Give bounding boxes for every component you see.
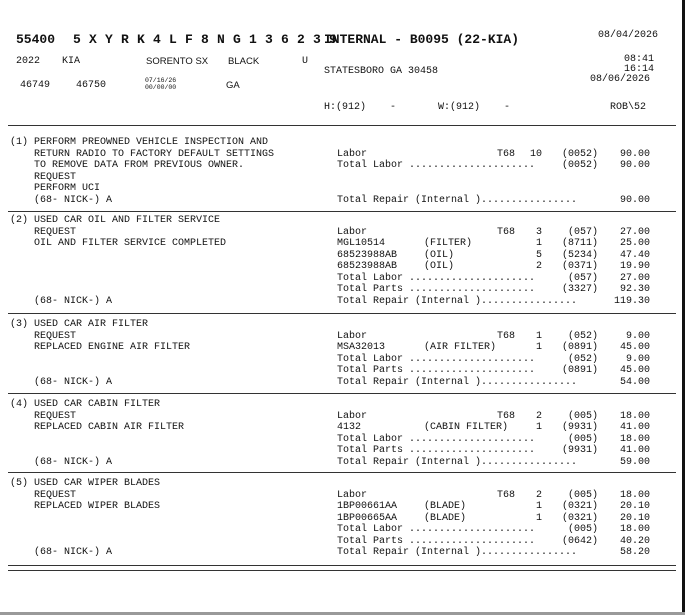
line-item-description: (OIL) (424, 261, 455, 272)
section-divider (8, 211, 676, 212)
line-item-label: Labor (337, 148, 368, 160)
line-item-number: (0371) (561, 261, 598, 272)
section-description-line: REPLACED WIPER BLADES (34, 501, 161, 512)
line-item-label: Total Labor ..................... (337, 160, 536, 171)
line-item-amount: 18.00 (619, 524, 650, 535)
section-description-line: PERFORM PREOWNED VEHICLE INSPECTION AND (34, 137, 269, 148)
line-item-quantity: 1 (535, 238, 542, 249)
line-item-quantity: 3 (535, 226, 542, 238)
line-item-label: Total Repair (Internal )................ (337, 194, 578, 206)
line-item-number: (9931) (561, 422, 598, 433)
section-number: (4) (10, 399, 29, 410)
line-item-label: Labor (337, 489, 368, 501)
line-item-amount: 58.20 (619, 547, 650, 558)
small-date-2: 00/00/00 (145, 84, 177, 91)
line-item-label: MSA32013 (337, 342, 386, 353)
section-description-line: PERFORM UCI (34, 183, 101, 194)
section-number: (3) (10, 319, 29, 330)
line-item-amount: 54.00 (619, 376, 650, 388)
line-item-label: Labor (337, 226, 368, 238)
line-item-amount: 45.00 (619, 365, 650, 376)
tag-number-1: 46749 (20, 80, 51, 91)
line-item-description: (FILTER) (424, 238, 473, 249)
section-description-line: REQUEST (34, 226, 77, 238)
line-item-number: (057) (567, 226, 598, 238)
labor-code: T68 (497, 330, 516, 342)
section-number: (5) (10, 478, 29, 489)
vin: 5 X Y R K 4 L F 8 N G 1 3 6 2 3 9 (73, 32, 338, 47)
line-item-quantity: 2 (535, 261, 542, 272)
line-item-label: Total Parts ..................... (337, 445, 536, 456)
labor-code: T68 (497, 148, 516, 160)
time-in: 08:41 (623, 54, 654, 65)
line-item-label: 68523988AB (337, 249, 398, 261)
line-item-quantity: 2 (535, 489, 542, 501)
technician-code: (68- NICK-) A (34, 376, 113, 388)
vehicle-year: 2022 (16, 56, 41, 67)
ro-title: INTERNAL - B0095 (22-KIA) (324, 32, 520, 47)
home-phone: H:(912) - (324, 102, 397, 113)
section-description-line: USED CAR AIR FILTER (34, 319, 149, 330)
line-item-label: Total Repair (Internal )................ (337, 295, 578, 307)
customer-city: STATESBORO GA 30458 (324, 66, 439, 77)
line-item-amount: 90.00 (619, 194, 650, 206)
line-item-amount: 18.00 (619, 410, 650, 422)
section-divider (8, 313, 676, 314)
line-item-label: Labor (337, 330, 368, 342)
line-item-number: (3327) (561, 284, 598, 295)
section-description-line: USED CAR OIL AND FILTER SERVICE (34, 215, 221, 226)
line-item-label: 1BP00661AA (337, 501, 398, 512)
line-item-quantity: 1 (535, 501, 542, 512)
line-item-number: (057) (567, 272, 598, 284)
line-item-description: (CABIN FILTER) (424, 422, 509, 433)
line-item-label: Total Repair (Internal )................ (337, 456, 578, 468)
vehicle-make: KIA (62, 56, 81, 67)
line-item-amount: 92.30 (619, 284, 650, 295)
technician-code: (68- NICK-) A (34, 194, 113, 206)
line-item-amount: 41.00 (619, 422, 650, 433)
technician-code: (68- NICK-) A (34, 456, 113, 468)
section-divider (8, 565, 676, 566)
divider (8, 125, 676, 126)
line-item-number: (005) (567, 489, 598, 501)
ro-date: 08/04/2026 (598, 30, 659, 41)
vehicle-model: SORENTO SX (146, 56, 209, 67)
line-item-label: Labor (337, 410, 368, 422)
line-item-number: (005) (567, 410, 598, 422)
labor-code: T68 (497, 226, 516, 238)
line-item-amount: 41.00 (619, 445, 650, 456)
technician-code: (68- NICK-) A (34, 547, 113, 558)
section-description-line: TO REMOVE DATA FROM PREVIOUS OWNER. (34, 160, 245, 171)
promised-date: 08/06/2026 (590, 74, 651, 85)
line-item-number: (0052) (561, 148, 598, 160)
section-description-line: RETURN RADIO TO FACTORY DEFAULT SETTINGS (34, 148, 275, 160)
line-item-label: Total Labor ..................... (337, 524, 536, 535)
line-item-quantity: 1 (535, 330, 542, 342)
line-item-amount: 45.00 (619, 342, 650, 353)
line-item-label: Total Parts ..................... (337, 535, 536, 547)
line-item-number: (0321) (561, 512, 598, 524)
line-item-description: (BLADE) (424, 501, 467, 512)
line-item-number: (052) (567, 330, 598, 342)
work-phone: W:(912) - (438, 102, 511, 113)
line-item-quantity: 5 (535, 249, 542, 261)
labor-code: T68 (497, 489, 516, 501)
line-item-label: Total Labor ..................... (337, 353, 536, 365)
line-item-number: (0891) (561, 342, 598, 353)
vehicle-state: GA (226, 80, 240, 91)
section-description-line: REQUEST (34, 410, 77, 422)
section-description-line: REPLACED CABIN AIR FILTER (34, 422, 185, 433)
line-item-amount: 90.00 (619, 148, 650, 160)
line-item-quantity: 1 (535, 342, 542, 353)
section-description-line: REQUEST (34, 330, 77, 342)
line-item-number: (005) (567, 433, 598, 445)
line-item-number: (0321) (561, 501, 598, 512)
line-item-amount: 40.20 (619, 535, 650, 547)
line-item-description: (OIL) (424, 249, 455, 261)
section-description-line: OIL AND FILTER SERVICE COMPLETED (34, 238, 227, 249)
line-item-label: 68523988AB (337, 261, 398, 272)
line-item-amount: 9.00 (625, 330, 650, 342)
line-item-amount: 59.00 (619, 456, 650, 468)
line-item-label: 1BP00665AA (337, 512, 398, 524)
line-item-label: 4132 (337, 422, 362, 433)
line-item-quantity: 1 (535, 512, 542, 524)
section-number: (2) (10, 215, 29, 226)
line-item-number: (5234) (561, 249, 598, 261)
section-description-line: REPLACED ENGINE AIR FILTER (34, 342, 191, 353)
line-item-description: (BLADE) (424, 512, 467, 524)
line-item-amount: 18.00 (619, 489, 650, 501)
line-item-label: MGL10514 (337, 238, 386, 249)
line-item-amount: 119.30 (613, 295, 650, 307)
line-item-amount: 20.10 (619, 501, 650, 512)
line-item-amount: 47.40 (619, 249, 650, 261)
line-item-label: Total Repair (Internal )................ (337, 376, 578, 388)
small-date-1: 07/16/26 (145, 77, 177, 84)
section-description-line: USED CAR CABIN FILTER (34, 399, 161, 410)
section-number: (1) (10, 137, 29, 148)
line-item-amount: 20.10 (619, 512, 650, 524)
line-item-label: Total Labor ..................... (337, 272, 536, 284)
line-item-quantity: 10 (529, 148, 542, 160)
ro-number: 55400 (16, 32, 56, 47)
line-item-label: Total Labor ..................... (337, 433, 536, 445)
line-item-amount: 27.00 (619, 272, 650, 284)
section-description-line: REQUEST (34, 171, 77, 183)
tag-number-2: 46750 (76, 80, 107, 91)
ro-code: ROB\52 (610, 102, 647, 113)
vehicle-code: U (302, 56, 309, 67)
line-item-number: (0642) (561, 535, 598, 547)
line-item-number: (0052) (561, 160, 598, 171)
line-item-amount: 25.00 (619, 238, 650, 249)
vehicle-color: BLACK (228, 56, 260, 67)
line-item-quantity: 2 (535, 410, 542, 422)
line-item-label: Total Parts ..................... (337, 365, 536, 376)
line-item-amount: 9.00 (625, 353, 650, 365)
technician-code: (68- NICK-) A (34, 295, 113, 307)
line-item-number: (9931) (561, 445, 598, 456)
line-item-amount: 27.00 (619, 226, 650, 238)
line-item-number: (005) (567, 524, 598, 535)
labor-code: T68 (497, 410, 516, 422)
line-item-number: (8711) (561, 238, 598, 249)
line-item-quantity: 1 (535, 422, 542, 433)
line-item-number: (052) (567, 353, 598, 365)
section-divider (8, 472, 676, 473)
line-item-amount: 90.00 (619, 160, 650, 171)
line-item-label: Total Repair (Internal )................ (337, 547, 578, 558)
line-item-number: (0891) (561, 365, 598, 376)
line-item-amount: 19.90 (619, 261, 650, 272)
line-item-description: (AIR FILTER) (424, 342, 497, 353)
time-out: 16:14 (623, 64, 654, 75)
line-item-label: Total Parts ..................... (337, 284, 536, 295)
section-description-line: USED CAR WIPER BLADES (34, 478, 161, 489)
section-description-line: REQUEST (34, 489, 77, 501)
line-item-amount: 18.00 (619, 433, 650, 445)
divider (8, 570, 676, 571)
section-divider (8, 393, 676, 394)
